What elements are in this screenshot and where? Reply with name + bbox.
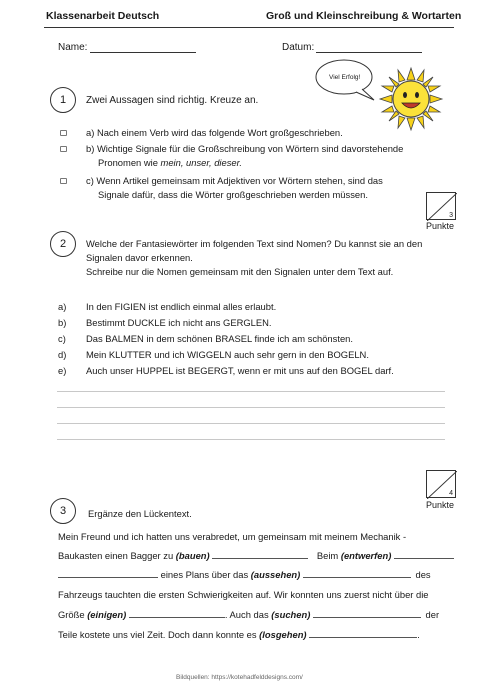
header-divider <box>44 27 454 28</box>
task-1-points-box <box>426 192 456 220</box>
task-2-item-d-label: d) <box>58 349 67 360</box>
cloze-line-3: eines Plans über das (aussehen) des <box>58 569 431 581</box>
task-1-checkbox-a[interactable] <box>60 130 67 136</box>
answer-line[interactable] <box>57 439 445 440</box>
answer-line[interactable] <box>57 391 445 392</box>
cloze-line-2: Baukasten einen Bagger zu (bauen) Beim (entwerfen) <box>58 550 454 562</box>
cloze-line-1: Mein Freund und ich hatten uns verabredet, um gemeinsam mit meinem Mechanik - <box>58 531 407 542</box>
task-1-points: 3 <box>449 212 453 219</box>
task-2-prompt-line3: Schreibe nur die Nomen gemeinsam mit den Signalen unter dem Text auf. <box>86 266 394 277</box>
name-field[interactable] <box>90 52 196 53</box>
answer-line[interactable] <box>57 423 445 424</box>
footer-credit: Bildquellen: https://kotehadfelddesigns.com/ <box>176 674 303 681</box>
task-1-option-a: a) Nach einem Verb wird das folgende Wort großgeschrieben. <box>86 127 343 138</box>
task-2-prompt-line1: Welche der Fantasiewörter im folgenden Text sind Nomen? Du kannst sie an den <box>86 238 423 249</box>
answer-line[interactable] <box>57 407 445 408</box>
task-2-item-a-label: a) <box>58 301 67 312</box>
task-1-checkbox-b[interactable] <box>60 146 67 152</box>
task-3-number: 3 <box>50 498 76 524</box>
task-1-points-label: Punkte <box>426 221 455 231</box>
task-2-prompt-line2: Signalen davor erkennen. <box>86 252 193 263</box>
task-2-item-e-label: e) <box>58 365 67 376</box>
task-1-checkbox-c[interactable] <box>60 178 67 184</box>
task-1-option-c-line1: c) Wenn Artikel gemeinsam mit Adjektiven vor Wörtern stehen, sind das <box>86 175 383 186</box>
task-1-number: 1 <box>50 87 76 113</box>
task-1-prompt: Zwei Aussagen sind richtig. Kreuze an. <box>86 95 259 106</box>
task-1-option-c-line2: Signale dafür, dass die Wörter großgeschrieben werden müssen. <box>98 189 368 200</box>
blank-entwerfen[interactable] <box>394 550 454 559</box>
blank-aussehen[interactable] <box>303 569 411 578</box>
bubble-text: Viel Erfolg! <box>329 74 361 81</box>
task-2-item-e: Auch unser HUPPEL ist BEGERGT, wenn er mit uns auf den BOGEL darf. <box>86 365 394 376</box>
blank-bauen[interactable] <box>212 550 308 559</box>
task-2-number: 2 <box>50 231 76 257</box>
cloze-line-6: Teile kostete uns viel Zeit. Doch dann konnte es (losgehen) . <box>58 629 420 640</box>
task-2-item-b-label: b) <box>58 317 67 328</box>
sun-icon <box>378 66 444 132</box>
header-title-left: Klassenarbeit Deutsch <box>46 10 160 22</box>
date-label: Datum: <box>282 42 315 53</box>
name-label: Name: <box>58 42 88 53</box>
task-2-points: 4 <box>449 490 453 497</box>
header-title-right: Groß und Kleinschreibung & Wortarten <box>266 10 462 22</box>
cloze-line-5: Größe (einigen) . Auch das (suchen) der <box>58 609 440 620</box>
task-2-points-label: Punkte <box>426 500 455 510</box>
task-2-item-c-label: c) <box>58 333 66 344</box>
task-3-prompt: Ergänze den Lückentext. <box>88 508 192 519</box>
task-1-option-b-line1: b) Wichtige Signale für die Großschreibung von Wörtern sind davorstehende <box>86 143 404 154</box>
task-2-points-box <box>426 470 456 498</box>
blank-einigen[interactable] <box>129 609 225 618</box>
task-2-item-c: Das BALMEN in dem schönen BRASEL finde ich am schönsten. <box>86 333 353 344</box>
blank-losgehen[interactable] <box>309 629 417 638</box>
task-2-item-d: Mein KLUTTER und ich WIGGELN auch sehr gern in den BOGELN. <box>86 349 369 360</box>
cloze-line-4: Fahrzeugs tauchten die ersten Schwierigkeiten auf. Wir konnten uns zuerst nicht über die <box>58 589 429 600</box>
blank-suchen[interactable] <box>313 609 421 618</box>
task-1-option-b-line2: Pronomen wie mein, unser, dieser. <box>98 157 242 168</box>
blank-entwerfen-cont[interactable] <box>58 569 158 578</box>
date-field[interactable] <box>316 52 422 53</box>
task-2-item-b: Bestimmt DUCKLE ich nicht ans GERGLEN. <box>86 317 272 328</box>
task-2-item-a: In den FIGIEN ist endlich einmal alles erlaubt. <box>86 301 277 312</box>
